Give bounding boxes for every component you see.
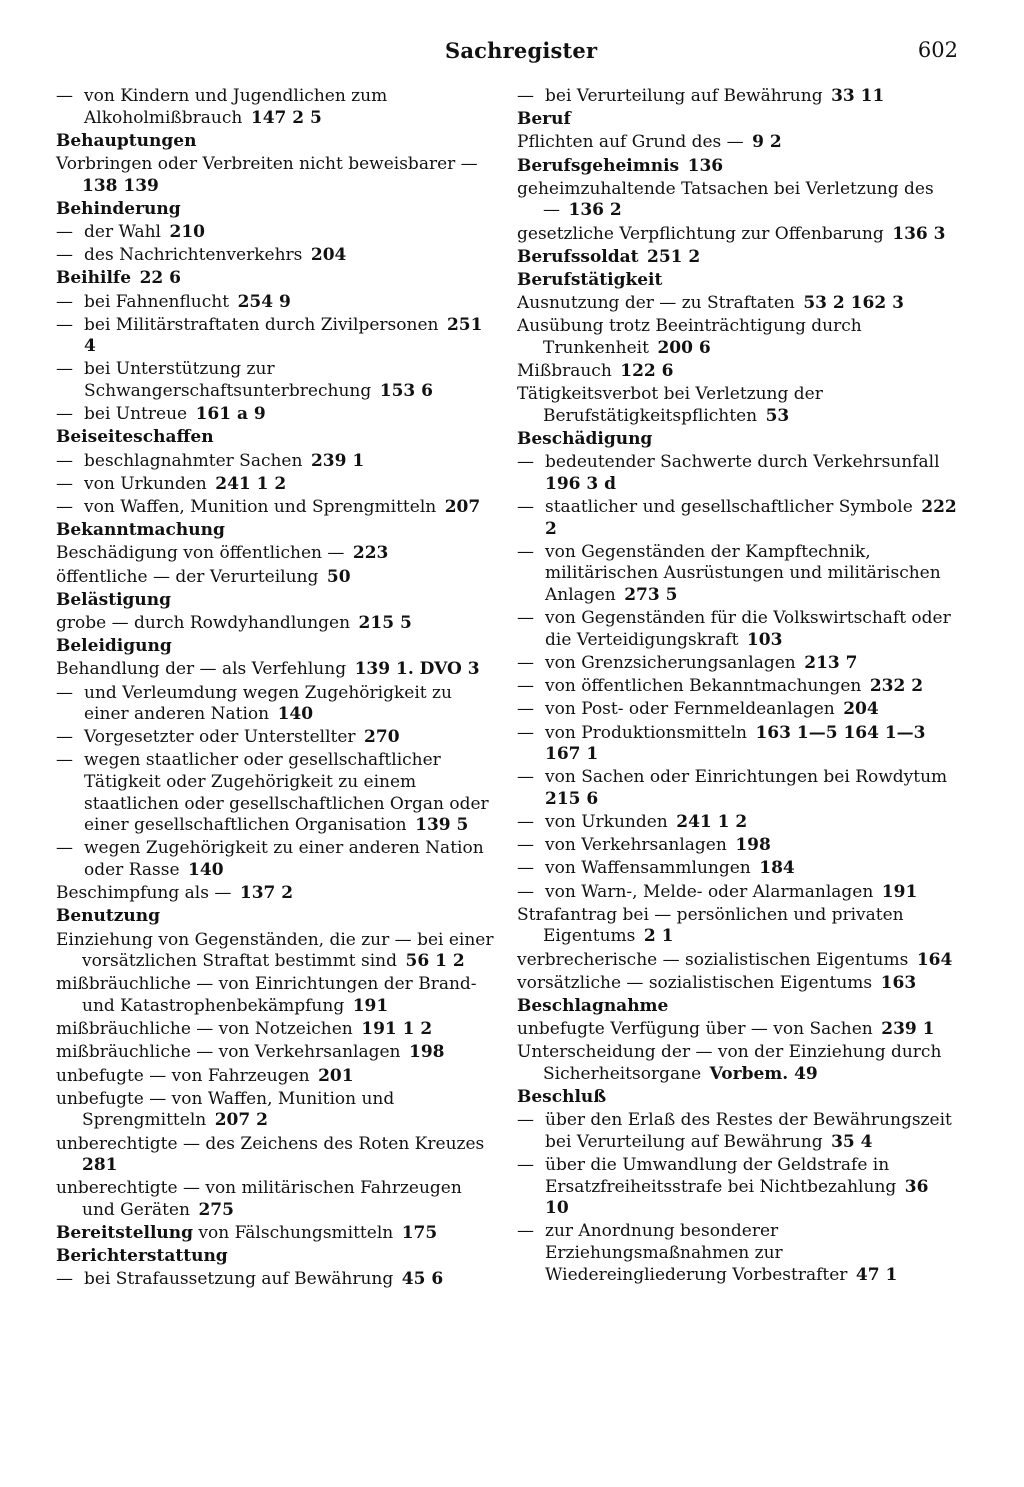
entry-text: von Grenzsicherungsanlagen <box>545 652 796 673</box>
entry-text: Vorgesetzter oder Unterstellter <box>84 727 356 748</box>
page-title: Sachregister <box>445 38 598 63</box>
heading-term: Bekanntmachung <box>56 520 225 541</box>
index-entry <box>517 882 957 904</box>
index-entry <box>56 727 496 749</box>
index-entry <box>56 930 496 973</box>
index-entry <box>517 1221 957 1286</box>
paragraph-reference: 103 <box>746 629 783 650</box>
index-entry <box>56 750 496 836</box>
index-entry <box>56 683 496 726</box>
index-entry <box>517 1019 957 1041</box>
index-entry <box>517 973 957 995</box>
index-entry <box>517 179 957 222</box>
page-header <box>0 38 1024 68</box>
heading-term: Bereitstellung <box>56 1223 194 1244</box>
paragraph-reference: 213 7 <box>804 652 858 673</box>
entry-text: von Produktionsmitteln <box>545 722 747 743</box>
paragraph-reference: 210 <box>169 221 205 242</box>
index-entry <box>56 359 496 402</box>
paragraph-reference: 204 <box>310 245 347 266</box>
index-entry <box>56 154 496 197</box>
dash-marker: — <box>517 835 534 856</box>
entry-text: bei Verurteilung auf Bewährung <box>545 86 823 106</box>
paragraph-reference: 47 1 <box>855 1264 898 1285</box>
index-entry <box>56 1089 496 1132</box>
entry-text: des Nachrichtenverkehrs <box>84 245 303 266</box>
dash-marker: — <box>56 291 73 312</box>
index-heading <box>56 1223 496 1245</box>
heading-term: Benutzung <box>56 906 161 927</box>
heading-term: Beschluß <box>517 1087 607 1108</box>
paragraph-reference: 196 3 d <box>545 473 617 494</box>
paragraph-reference: 136 2 <box>568 200 622 221</box>
dash-marker: — <box>56 1269 73 1290</box>
entry-text: bei Unterstützung zur Schwangerschaftsunterbrechung <box>84 359 372 402</box>
dash-marker: — <box>517 767 534 788</box>
index-entry <box>56 1178 496 1221</box>
entry-text: von Urkunden <box>545 812 668 833</box>
index-entry <box>56 659 496 681</box>
entry-text: gesetzliche Verpflichtung zur Offenbarung <box>517 223 884 244</box>
dash-marker: — <box>517 86 534 106</box>
paragraph-reference: 207 <box>444 497 481 517</box>
entry-text: von Post- oder Fernmeldeanlagen <box>545 699 835 720</box>
heading-term: Behinderung <box>56 198 181 219</box>
index-heading <box>56 131 496 153</box>
index-entry <box>517 384 957 427</box>
paragraph-reference: 222 2 <box>545 497 957 539</box>
index-heading <box>56 520 496 542</box>
paragraph-reference: 204 <box>843 699 879 720</box>
paragraph-reference: 198 <box>735 835 771 856</box>
index-heading <box>56 1246 496 1268</box>
index-entry <box>517 835 957 857</box>
index-entry <box>517 1110 957 1153</box>
paragraph-reference: 223 <box>352 543 389 564</box>
heading-term: Beruf <box>517 109 571 130</box>
index-entry <box>517 950 957 972</box>
dash-marker: — <box>56 497 73 517</box>
dash-marker: — <box>56 221 73 242</box>
dash-marker: — <box>56 473 73 494</box>
index-entry <box>56 86 496 129</box>
entry-text: Einziehung von Gegenständen, die zur — bei einer vorsätzlichen Straftat bestimmt sind <box>56 929 494 972</box>
paragraph-reference: 45 6 <box>401 1269 444 1290</box>
entry-text: Unterscheidung der — von der Einziehung durch Sicherheitsorgane <box>517 1042 942 1084</box>
dash-marker: — <box>56 838 73 859</box>
index-heading <box>56 906 496 928</box>
paragraph-reference: 163 1—5 164 1—3 167 1 <box>545 722 926 765</box>
paragraph-reference: 140 <box>188 860 224 881</box>
index-entry <box>517 497 957 540</box>
entry-text: Ausnutzung der — zu Straftaten <box>517 293 795 314</box>
paragraph-reference: 139 5 <box>415 815 469 836</box>
dash-marker: — <box>517 652 534 673</box>
index-entry <box>517 812 957 834</box>
paragraph-reference: 9 2 <box>752 132 782 153</box>
entry-text: Beschädigung von öffentlichen — <box>56 543 345 564</box>
paragraph-reference: 161 a 9 <box>195 404 266 425</box>
index-entry <box>56 315 496 358</box>
dash-marker: — <box>517 541 534 562</box>
index-entry <box>517 132 957 154</box>
dash-marker: — <box>517 1221 534 1242</box>
paragraph-reference: 140 <box>277 704 314 725</box>
paragraph-reference: Vorbem. 49 <box>709 1063 818 1084</box>
index-entry <box>517 676 957 698</box>
paragraph-reference: 137 2 <box>239 883 294 904</box>
entry-text: wegen staatlicher oder gesellschaftlicher Tätigkeit oder Zugehörigkeit zu einem staatlichen oder gesellschaftlichen Organ oder einer gesellschaftlichen Organisation <box>84 750 489 836</box>
entry-text: bei Militärstraftaten durch Zivilpersonen <box>84 314 439 335</box>
index-heading <box>517 247 957 269</box>
entry-text: von öffentlichen Bekanntmachungen <box>545 676 862 697</box>
heading-term: Behauptungen <box>56 130 197 151</box>
index-heading <box>517 996 957 1018</box>
index-entry <box>56 474 496 496</box>
entry-text: mißbräuchliche — von Notzeichen <box>56 1019 353 1040</box>
paragraph-reference: 164 <box>916 949 953 970</box>
paragraph-reference: 191 1 2 <box>361 1019 433 1040</box>
index-heading <box>56 268 496 290</box>
heading-term: Beihilfe <box>56 268 132 289</box>
index-entry <box>56 1019 496 1041</box>
paragraph-reference: 35 4 <box>831 1131 873 1152</box>
dash-marker: — <box>56 750 73 771</box>
paragraph-reference: 281 <box>82 1155 118 1176</box>
index-heading <box>517 1087 957 1109</box>
paragraph-reference: 139 1. DVO 3 <box>354 659 480 680</box>
index-heading <box>517 429 957 451</box>
index-entry <box>56 1066 496 1088</box>
entry-text: unbefugte Verfügung über — von Sachen <box>517 1019 873 1040</box>
dash-marker: — <box>56 359 73 380</box>
paragraph-reference: 153 6 <box>379 381 433 402</box>
entry-text: über die Umwandlung der Geldstrafe in Ersatzfreiheitsstrafe bei Nichtbezahlung <box>545 1155 897 1197</box>
index-entry <box>517 224 957 246</box>
dash-marker: — <box>517 812 534 833</box>
entry-text: Mißbrauch <box>517 361 612 382</box>
index-entry <box>517 767 957 810</box>
paragraph-reference: 184 <box>759 858 795 879</box>
paragraph-reference: 241 1 2 <box>215 473 287 494</box>
entry-text: von Verkehrsanlagen <box>545 835 727 856</box>
index-entry <box>517 293 957 315</box>
dash-marker: — <box>517 858 534 879</box>
paragraph-reference: 273 5 <box>624 584 678 605</box>
paragraph-reference: 147 2 5 <box>250 107 322 128</box>
paragraph-reference: 191 <box>352 995 389 1016</box>
heading-term: Belästigung <box>56 589 172 610</box>
index-column-right <box>517 86 957 1288</box>
entry-text: von Gegenständen der Kampftechnik, militärischen Ausrüstungen und militärischen Anlagen <box>545 541 941 605</box>
index-entry <box>517 86 957 108</box>
index-entry <box>56 567 496 589</box>
index-entry <box>517 905 957 948</box>
paragraph-reference: 201 <box>318 1065 354 1086</box>
paragraph-reference: 175 <box>401 1223 438 1244</box>
entry-text: und Verleumdung wegen Zugehörigkeit zu einer anderen Nation <box>84 682 452 725</box>
entry-text: Strafantrag bei — persönlichen und privaten Eigentums <box>517 904 904 947</box>
index-heading <box>517 156 957 178</box>
index-heading <box>517 109 957 131</box>
entry-text: Vorbringen oder Verbreiten nicht beweisbarer — <box>56 153 478 174</box>
entry-text: unberechtigte — von militärischen Fahrzeugen und Geräten <box>56 1178 462 1220</box>
heading-term: Beiseiteschaffen <box>56 427 214 448</box>
paragraph-reference: 215 6 <box>545 788 599 809</box>
entry-text: unbefugte — von Waffen, Munition und Sprengmitteln <box>56 1088 395 1131</box>
index-entry <box>56 883 496 905</box>
paragraph-reference: 241 1 2 <box>676 812 748 833</box>
paragraph-reference: 136 <box>687 155 724 176</box>
paragraph-reference: 122 6 <box>620 361 674 382</box>
paragraph-reference: 56 1 2 <box>405 951 465 972</box>
entry-text: mißbräuchliche — von Einrichtungen der Brand- und Katastrophenbekämpfung <box>56 974 477 1016</box>
entry-text: staatlicher und gesellschaftlicher Symbole <box>545 497 913 517</box>
paragraph-reference: 163 <box>880 972 917 993</box>
paragraph-reference: 239 1 <box>881 1019 935 1040</box>
entry-text: über den Erlaß des Restes der Bewährungszeit bei Verurteilung auf Bewährung <box>545 1110 952 1152</box>
index-entry <box>517 699 957 721</box>
index-heading <box>517 270 957 292</box>
heading-term: Berufsgeheimnis <box>517 155 680 176</box>
paragraph-reference: 136 3 <box>892 223 946 244</box>
paragraph-reference: 53 <box>765 405 790 426</box>
entry-text: Behandlung der — als Verfehlung <box>56 659 347 680</box>
entry-text: von Sachen oder Einrichtungen bei Rowdytum <box>545 767 948 788</box>
index-entry <box>517 542 957 607</box>
index-column-left <box>56 86 496 1293</box>
paragraph-reference: 207 2 <box>214 1110 268 1131</box>
entry-text: Pflichten auf Grund des — <box>517 132 744 153</box>
entry-text: von Warn-, Melde- oder Alarmanlagen <box>545 881 874 902</box>
index-entry <box>56 543 496 565</box>
entry-text: unbefugte — von Fahrzeugen <box>56 1065 310 1086</box>
index-entry <box>56 613 496 635</box>
index-entry <box>56 292 496 314</box>
dash-marker: — <box>56 404 73 425</box>
entry-text: bei Strafaussetzung auf Bewährung <box>84 1269 394 1290</box>
index-entry <box>56 222 496 244</box>
index-entry <box>517 608 957 651</box>
dash-marker: — <box>517 881 534 902</box>
index-entry <box>56 1042 496 1064</box>
heading-term: Beschlagnahme <box>517 995 669 1016</box>
index-entry <box>56 1134 496 1177</box>
index-entry <box>517 452 957 495</box>
heading-term: Berichterstattung <box>56 1246 228 1267</box>
dash-marker: — <box>56 245 73 266</box>
paragraph-reference: 215 5 <box>358 612 412 633</box>
page-number: 602 <box>917 38 958 62</box>
paragraph-reference: 270 <box>364 727 400 748</box>
paragraph-reference: 138 139 <box>82 175 159 196</box>
entry-text: von Urkunden <box>84 473 207 494</box>
entry-text: Tätigkeitsverbot bei Verletzung der Berufstätigkeitspflichten <box>517 384 823 426</box>
entry-text: Beschimpfung als — <box>56 883 232 904</box>
entry-text: bei Fahnenflucht <box>84 291 230 312</box>
index-entry <box>517 1042 957 1085</box>
entry-text: wegen Zugehörigkeit zu einer anderen Nation oder Rasse <box>84 838 484 881</box>
paragraph-reference: 232 2 <box>869 676 924 697</box>
index-entry <box>517 858 957 880</box>
dash-marker: — <box>517 452 534 473</box>
paragraph-reference: 191 <box>881 881 918 902</box>
entry-text: Ausübung trotz Beeinträchtigung durch Trunkenheit <box>517 316 862 358</box>
paragraph-reference: 36 10 <box>545 1176 929 1219</box>
entry-text: geheimzuhaltende Tatsachen bei Verletzung des — <box>517 178 934 221</box>
index-entry <box>56 497 496 519</box>
paragraph-reference: 53 2 162 3 <box>803 293 904 314</box>
index-entry <box>56 404 496 426</box>
index-heading <box>56 427 496 449</box>
dash-marker: — <box>56 314 73 335</box>
entry-text: von Fälschungsmitteln <box>193 1223 394 1244</box>
entry-text: von Gegenständen für die Volkswirtschaft oder die Verteidigungskraft <box>545 608 951 650</box>
paragraph-reference: 33 11 <box>831 86 885 106</box>
dash-marker: — <box>517 722 534 743</box>
dash-marker: — <box>517 608 534 629</box>
dash-marker: — <box>517 699 534 720</box>
paragraph-reference: 251 4 <box>84 314 483 357</box>
dash-marker: — <box>56 86 73 106</box>
dash-marker: — <box>56 450 73 471</box>
entry-text: unberechtigte — des Zeichens des Roten Kreuzes <box>56 1133 485 1154</box>
dash-marker: — <box>517 1110 534 1131</box>
heading-term: Berufstätigkeit <box>517 269 663 290</box>
dash-marker: — <box>56 727 73 748</box>
index-entry <box>56 245 496 267</box>
index-entry <box>517 1155 957 1220</box>
entry-text: von Waffensammlungen <box>545 858 751 879</box>
entry-text: öffentliche — der Verurteilung <box>56 566 319 587</box>
entry-text: verbrecherische — sozialistischen Eigentums <box>517 949 909 970</box>
paragraph-reference: 22 6 <box>139 268 181 289</box>
paragraph-reference: 50 <box>326 566 351 587</box>
entry-text: bei Untreue <box>84 404 188 425</box>
index-entry <box>517 653 957 675</box>
paragraph-reference: 275 <box>198 1199 234 1220</box>
entry-text: von Kindern und Jugendlichen zum Alkoholmißbrauch <box>84 86 388 128</box>
paragraph-reference: 200 6 <box>657 337 711 358</box>
index-heading <box>56 636 496 658</box>
index-entry <box>56 974 496 1017</box>
entry-text: grobe — durch Rowdyhandlungen <box>56 612 351 633</box>
heading-term: Beschädigung <box>517 429 653 450</box>
entry-text: der Wahl <box>84 221 161 242</box>
entry-text: bedeutender Sachwerte durch Verkehrsunfall <box>545 452 940 473</box>
entry-text: zur Anordnung besonderer Erziehungsmaßnahmen zur Wiedereingliederung Vorbestrafter <box>545 1221 848 1285</box>
index-entry <box>517 316 957 359</box>
paragraph-reference: 198 <box>409 1042 445 1063</box>
heading-term: Berufssoldat <box>517 246 639 267</box>
heading-term: Beleidigung <box>56 636 172 657</box>
dash-marker: — <box>517 676 534 697</box>
paragraph-reference: 251 2 <box>647 246 701 267</box>
entry-text: von Waffen, Munition und Sprengmitteln <box>84 497 437 517</box>
entry-text: mißbräuchliche — von Verkehrsanlagen <box>56 1042 401 1063</box>
paragraph-reference: 239 1 <box>310 450 365 471</box>
index-heading <box>56 199 496 221</box>
dash-marker: — <box>517 1155 534 1176</box>
paragraph-reference: 2 1 <box>643 926 674 947</box>
index-entry <box>56 451 496 473</box>
index-heading <box>56 590 496 612</box>
entry-text: vorsätzliche — sozialistischen Eigentums <box>517 972 873 993</box>
dash-marker: — <box>517 497 534 517</box>
index-entry <box>56 1269 496 1291</box>
index-entry <box>517 723 957 766</box>
dash-marker: — <box>56 682 73 703</box>
index-entry <box>517 361 957 383</box>
index-entry <box>56 838 496 881</box>
entry-text: beschlagnahmter Sachen <box>84 450 303 471</box>
paragraph-reference: 254 9 <box>237 291 291 312</box>
